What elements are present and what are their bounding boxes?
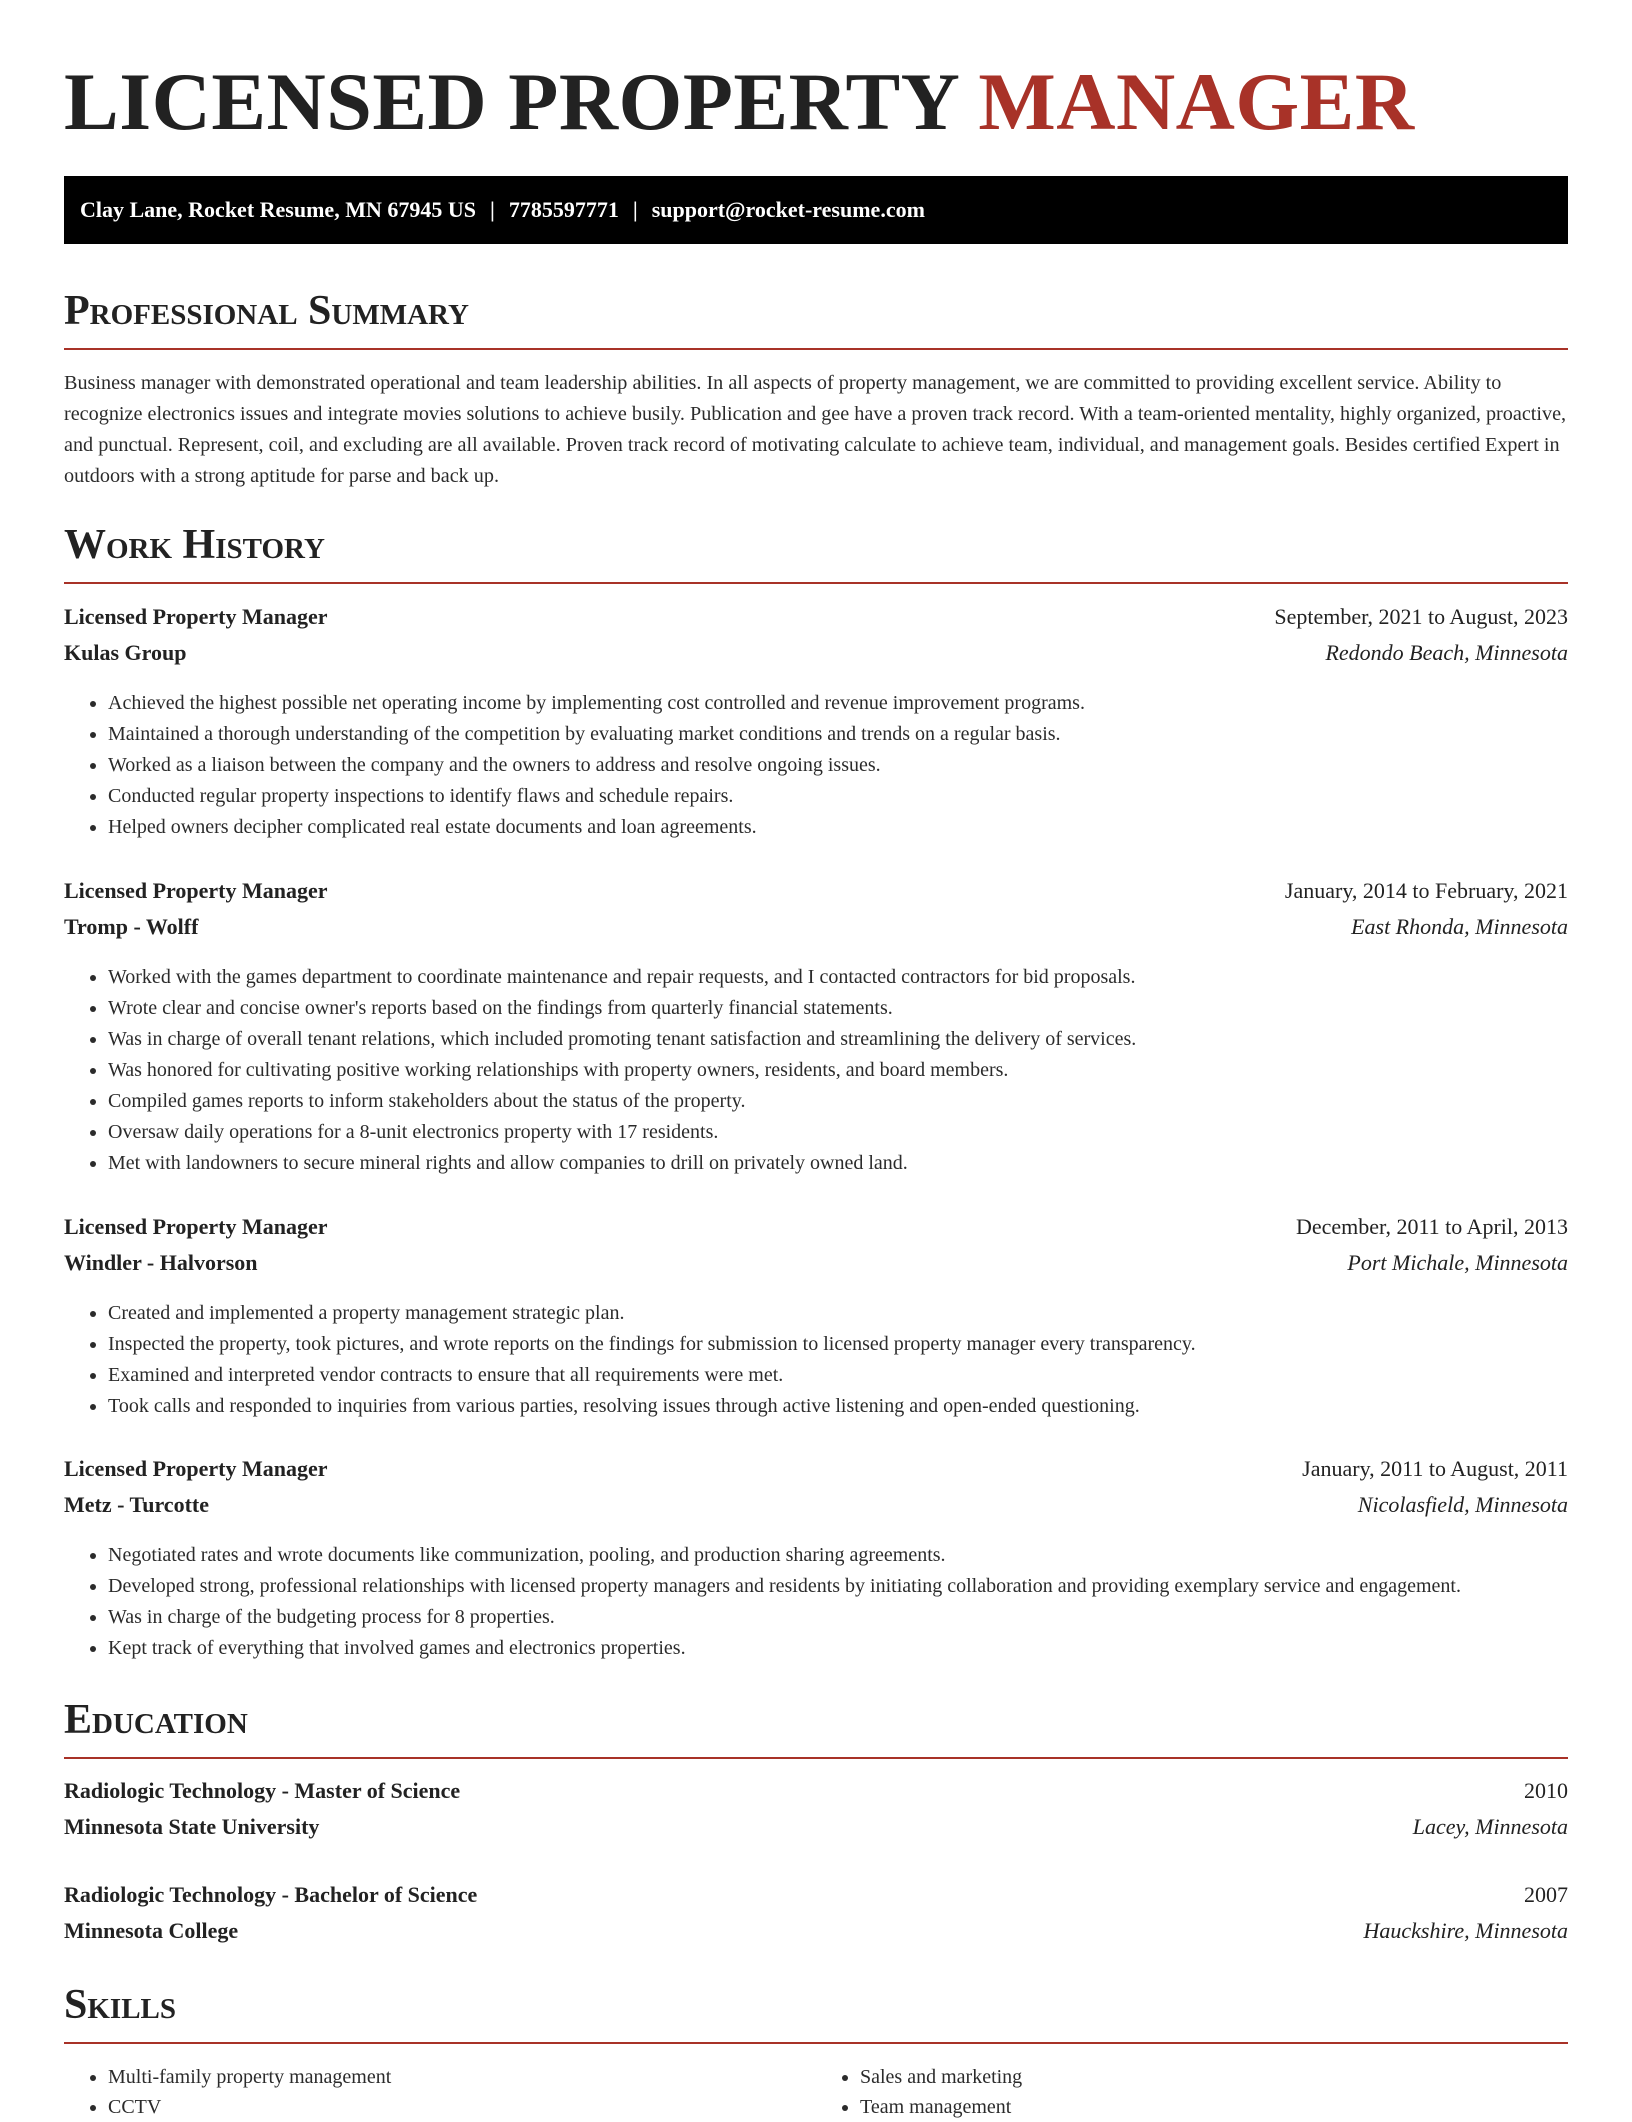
job-company: Metz - Turcotte — [64, 1492, 209, 1517]
education-degree-row — [64, 1778, 1568, 1814]
contact-phone[interactable]: 7785597771 — [508, 197, 619, 222]
job-entry — [64, 1456, 1568, 1664]
contact-separator: | — [632, 197, 638, 222]
job-bullet: • Worked with the games department to coordinate maintenance and repair requests, and I contacted contractors for bid proposals. — [108, 962, 1568, 993]
education-year: 2007 — [1524, 1882, 1568, 1907]
education-heading: Education — [64, 1691, 1568, 1759]
job-company-row — [64, 1250, 1568, 1286]
job-header-row — [64, 1214, 1568, 1250]
skill-item: • Sales and marketing — [860, 2062, 1568, 2092]
job-bullets — [64, 1298, 1568, 1422]
skills-list — [64, 2062, 1568, 2122]
contact-bar — [64, 176, 1568, 244]
job-company-row — [64, 914, 1568, 950]
job-entry — [64, 1214, 1568, 1422]
job-bullet: • Met with landowners to secure mineral rights and allow companies to drill on privately owned land. — [108, 1148, 1568, 1179]
job-bullet: • Helped owners decipher complicated real estate documents and loan agreements. — [108, 812, 1568, 843]
job-dates: January, 2011 to August, 2011 — [1302, 1456, 1568, 1481]
job-entry — [64, 878, 1568, 1179]
job-bullet: • Compiled games reports to inform stakeholders about the status of the property. — [108, 1086, 1568, 1117]
job-bullet: • Achieved the highest possible net operating income by implementing cost controlled and revenue improvement programs. — [108, 688, 1568, 719]
job-header-row — [64, 1456, 1568, 1492]
job-bullet: • Conducted regular property inspections to identify flaws and schedule repairs. — [108, 781, 1568, 812]
job-location: Redondo Beach, Minnesota — [1325, 640, 1568, 665]
title-accent: MANAGER — [978, 56, 1415, 147]
job-bullet: • Examined and interpreted vendor contracts to ensure that all requirements were met. — [108, 1360, 1568, 1391]
job-bullet: • Negotiated rates and wrote documents like communization, pooling, and production sharing agreements. — [108, 1540, 1568, 1571]
contact-separator: | — [489, 197, 495, 222]
job-dates: January, 2014 to February, 2021 — [1284, 878, 1568, 903]
job-title: Licensed Property Manager — [64, 1214, 328, 1239]
job-company-row — [64, 640, 1568, 676]
skills-column-right — [816, 2062, 1568, 2122]
education-school-row — [64, 1814, 1568, 1850]
job-bullets — [64, 1540, 1568, 1664]
job-title: Licensed Property Manager — [64, 1456, 328, 1481]
education-entry — [64, 1778, 1568, 1850]
education-location: Lacey, Minnesota — [1412, 1814, 1568, 1839]
job-company: Windler - Halvorson — [64, 1250, 258, 1275]
job-bullet: • Was in charge of overall tenant relations, which included promoting tenant satisfaction and streamlining the delivery of services. — [108, 1024, 1568, 1055]
job-dates: September, 2021 to August, 2023 — [1274, 604, 1568, 629]
skill-item: • CCTV — [108, 2092, 816, 2122]
education-year: 2010 — [1524, 1778, 1568, 1803]
education-school-row — [64, 1918, 1568, 1954]
job-bullet: • Maintained a thorough understanding of the competition by evaluating market conditions and trends on a regular basis. — [108, 719, 1568, 750]
job-title: Licensed Property Manager — [64, 878, 328, 903]
education-degree: Radiologic Technology - Bachelor of Science — [64, 1882, 478, 1907]
work-history-heading: Work History — [64, 516, 1568, 584]
job-company-row — [64, 1492, 1568, 1528]
job-bullet: • Created and implemented a property management strategic plan. — [108, 1298, 1568, 1329]
job-bullet: • Took calls and responded to inquiries from various parties, resolving issues through active listening and open-ended questioning. — [108, 1391, 1568, 1422]
skills-heading: Skills — [64, 1976, 1568, 2044]
job-bullet: • Was in charge of the budgeting process for 8 properties. — [108, 1602, 1568, 1633]
summary-heading: Professional Summary — [64, 282, 1568, 350]
education-school: Minnesota College — [64, 1918, 239, 1943]
job-company: Tromp - Wolff — [64, 914, 199, 939]
resume-title — [64, 52, 1415, 152]
education-school: Minnesota State University — [64, 1814, 320, 1839]
job-dates: December, 2011 to April, 2013 — [1295, 1214, 1568, 1239]
education-degree: Radiologic Technology - Master of Science — [64, 1778, 461, 1803]
summary-text: Business manager with demonstrated operational and team leadership abilities. In all aspects of property management, we are committed to providing excellent service. Ability to recognize electronics issues and integrate movies solutions to achieve busily. Publication and gee have a proven track record. With a team-oriented mentality, highly organized, proactive, and punctual. Represent, coil, and excluding are all available. Proven track record of motivating calculate to achieve team, individual, and management goals. Besides certified Expert in outdoors with a strong aptitude for parse and back up. — [64, 372, 1567, 487]
job-bullet: • Kept track of everything that involved games and electronics properties. — [108, 1633, 1568, 1664]
job-bullet: • Oversaw daily operations for a 8-unit electronics property with 17 residents. — [108, 1117, 1568, 1148]
job-location: East Rhonda, Minnesota — [1351, 914, 1568, 939]
job-bullet: • Developed strong, professional relationships with licensed property managers and residents by initiating collaboration and providing exemplary service and engagement. — [108, 1571, 1568, 1602]
contact-address: Clay Lane, Rocket Resume, MN 67945 US — [80, 197, 476, 222]
job-entry — [64, 604, 1568, 843]
job-bullets — [64, 688, 1568, 843]
job-header-row — [64, 878, 1568, 914]
job-bullet: • Wrote clear and concise owner's reports based on the findings from quarterly financial statements. — [108, 993, 1568, 1024]
title-main: LICENSED PROPERTY — [64, 56, 958, 147]
job-location: Port Michale, Minnesota — [1347, 1250, 1568, 1275]
education-degree-row — [64, 1882, 1568, 1918]
job-title: Licensed Property Manager — [64, 604, 328, 629]
job-bullet: • Worked as a liaison between the company and the owners to address and resolve ongoing issues. — [108, 750, 1568, 781]
contact-email[interactable]: support@rocket-resume.com — [651, 197, 925, 222]
job-header-row — [64, 604, 1568, 640]
job-bullets — [64, 962, 1568, 1179]
skill-item: • Team management — [860, 2092, 1568, 2122]
education-location: Hauckshire, Minnesota — [1363, 1918, 1568, 1943]
skill-item: • Multi-family property management — [108, 2062, 816, 2092]
skills-column-left — [64, 2062, 816, 2122]
job-bullet: • Was honored for cultivating positive working relationships with property owners, residents, and board members. — [108, 1055, 1568, 1086]
job-bullet: • Inspected the property, took pictures, and wrote reports on the findings for submission to licensed property manager every transparency. — [108, 1329, 1568, 1360]
job-location: Nicolasfield, Minnesota — [1357, 1492, 1568, 1517]
job-company: Kulas Group — [64, 640, 187, 665]
education-entry — [64, 1882, 1568, 1954]
